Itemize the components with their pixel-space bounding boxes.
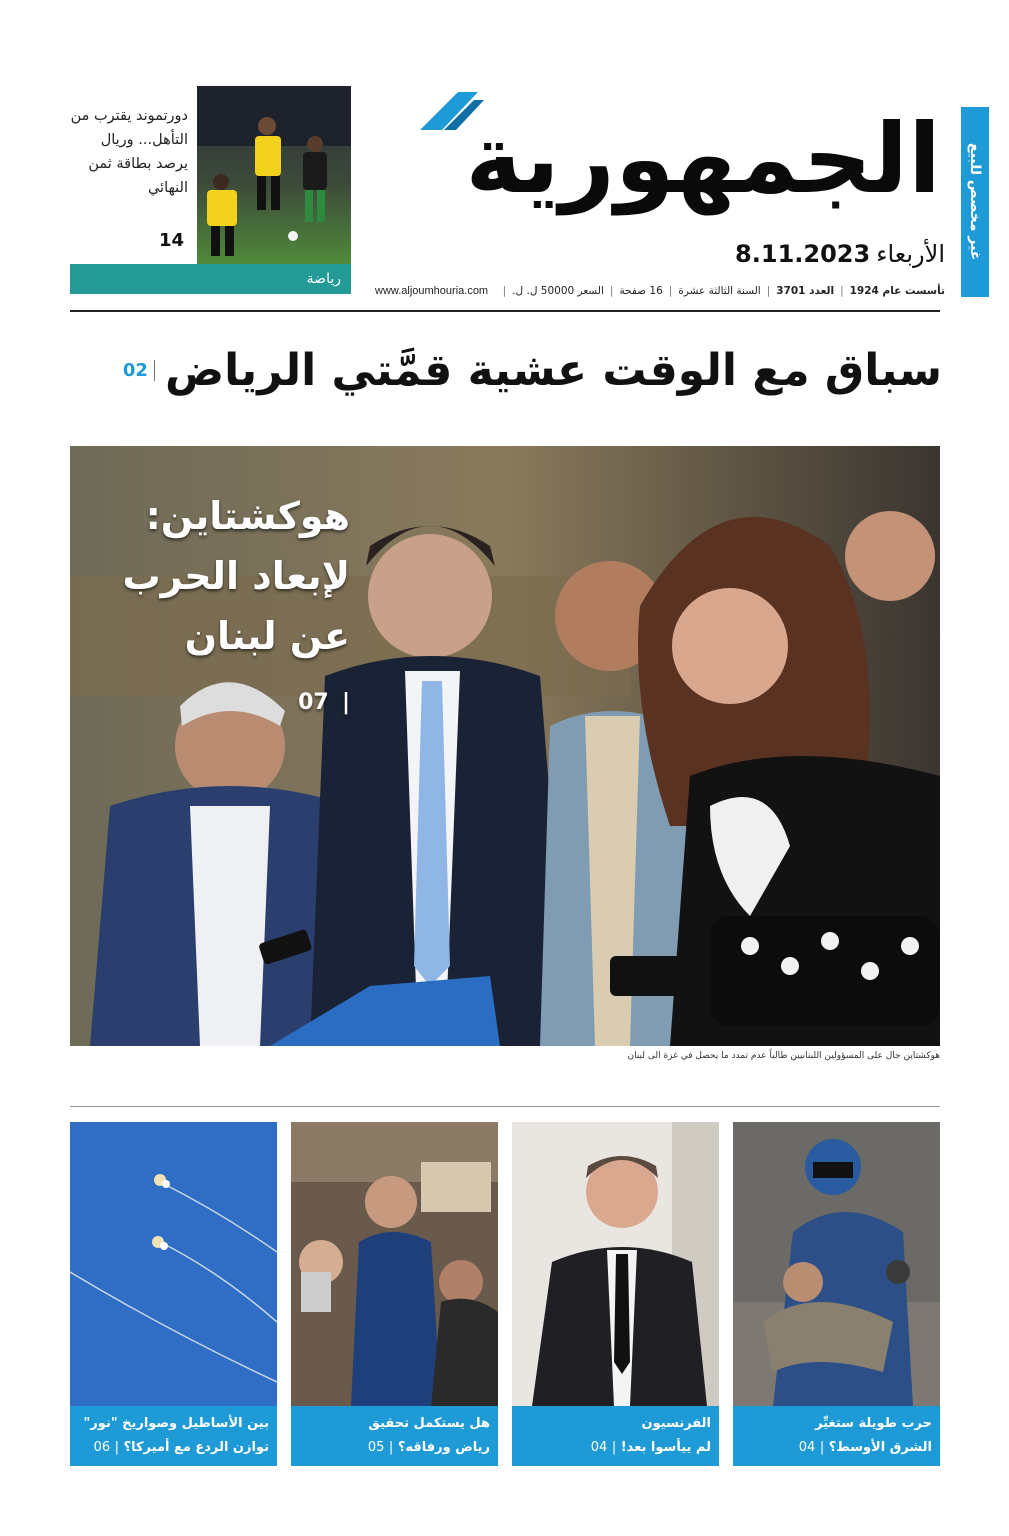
story-card-subtitle: رياض ورفاقه؟ <box>397 1440 490 1455</box>
hero-headline-line: هوكشتاين: <box>145 494 350 538</box>
story-card-subtitle-row <box>741 1436 932 1460</box>
hero-page-row <box>90 666 350 733</box>
dateline <box>600 240 945 274</box>
issue-info-line <box>375 281 945 301</box>
page-count: 16 صفحة <box>619 285 663 297</box>
website-link[interactable]: www.aljoumhouria.com <box>375 285 489 297</box>
story-card-caption <box>70 1406 277 1466</box>
main-headline-text: سباق مع الوقت عشية قمَّتي الرياض <box>164 344 942 396</box>
main-headline[interactable] <box>62 330 942 410</box>
issue-number: العدد 3701 <box>776 285 835 297</box>
story-card-page: 04 <box>590 1440 608 1455</box>
story-card-subtitle: الشرق الأوسط؟ <box>828 1440 932 1455</box>
story-card-subtitle-row <box>520 1436 711 1460</box>
story-card-gaza[interactable] <box>733 1122 940 1466</box>
story-card-caption <box>733 1406 940 1466</box>
sports-section-label: رياضة <box>306 271 341 287</box>
separator: | <box>341 690 350 715</box>
masthead-title: الجمهورية <box>465 103 941 215</box>
masthead-divider <box>70 310 940 312</box>
story-card-salameh[interactable] <box>291 1122 498 1466</box>
main-headline-page: 02 <box>123 360 155 381</box>
story-card-page: 06 <box>93 1440 111 1455</box>
story-card-photo <box>70 1122 277 1406</box>
story-card-title: الفرنسيون <box>641 1416 711 1431</box>
issue-date: 8.11.2023 <box>735 240 871 268</box>
story-card-subtitle: لم ييأسوا بعد! <box>620 1440 711 1455</box>
story-card-page: 05 <box>367 1440 385 1455</box>
separator: | <box>611 1440 617 1455</box>
story-card-subtitle-row <box>78 1436 269 1460</box>
story-card-caption <box>512 1406 719 1466</box>
story-card-photo <box>733 1122 940 1406</box>
issue-day: الأربعاء <box>876 240 945 268</box>
story-card-title: حرب طويلة ستغيِّر <box>815 1416 932 1431</box>
story-card-macron[interactable] <box>512 1122 719 1466</box>
separator: | <box>819 1440 825 1455</box>
story-card-caption <box>291 1406 498 1466</box>
story-card-subtitle: توازن الردع مع أميركا؟ <box>123 1440 269 1455</box>
story-card-photo <box>291 1122 498 1406</box>
separator: | <box>766 285 771 297</box>
masthead-logo[interactable] <box>410 82 945 252</box>
separator: | <box>840 285 844 297</box>
sports-page-number: 14 <box>158 230 184 251</box>
not-for-sale-badge <box>961 107 989 297</box>
story-card-title: هل يستكمل تحقيق <box>368 1416 490 1431</box>
separator: | <box>114 1440 120 1455</box>
not-for-sale-label: غير مخصص للبيع <box>967 143 983 261</box>
section-divider <box>70 1106 940 1107</box>
separator: | <box>502 285 507 297</box>
story-card-page: 04 <box>798 1440 816 1455</box>
separator: | <box>668 285 673 297</box>
hero-page-number: 07 <box>298 690 329 715</box>
separator: | <box>388 1440 394 1455</box>
hero-headline-line: عن لبنان <box>184 614 350 658</box>
sports-teaser-text[interactable]: دورتموند يقترب من التأهل... وريال يرصد بطاقة ثمن النهائي <box>70 108 188 196</box>
hero-photo[interactable] <box>70 446 940 1046</box>
publication-year: السنة الثالثة عشرة <box>678 285 761 297</box>
separator: | <box>609 285 614 297</box>
hero-headline-line: لإبعاد الحرب <box>122 554 350 598</box>
issue-price: السعر 50000 ل. ل. <box>512 285 604 297</box>
founded-year: تأسست عام 1924 <box>849 285 945 297</box>
story-card-subtitle-row <box>299 1436 490 1460</box>
story-card-photo <box>512 1122 719 1406</box>
story-card-title: بين الأساطيل وصواريخ "نور" <box>83 1416 269 1431</box>
sports-section-bar[interactable] <box>70 264 351 294</box>
hero-headline <box>90 486 350 733</box>
story-card-missiles[interactable] <box>70 1122 277 1466</box>
hero-caption: هوكشتاين جال على المسؤولين اللبنانيين طالباً عدم تمدد ما يحصل في غزة الى لبنان <box>627 1051 940 1061</box>
sports-photo[interactable] <box>197 86 351 264</box>
